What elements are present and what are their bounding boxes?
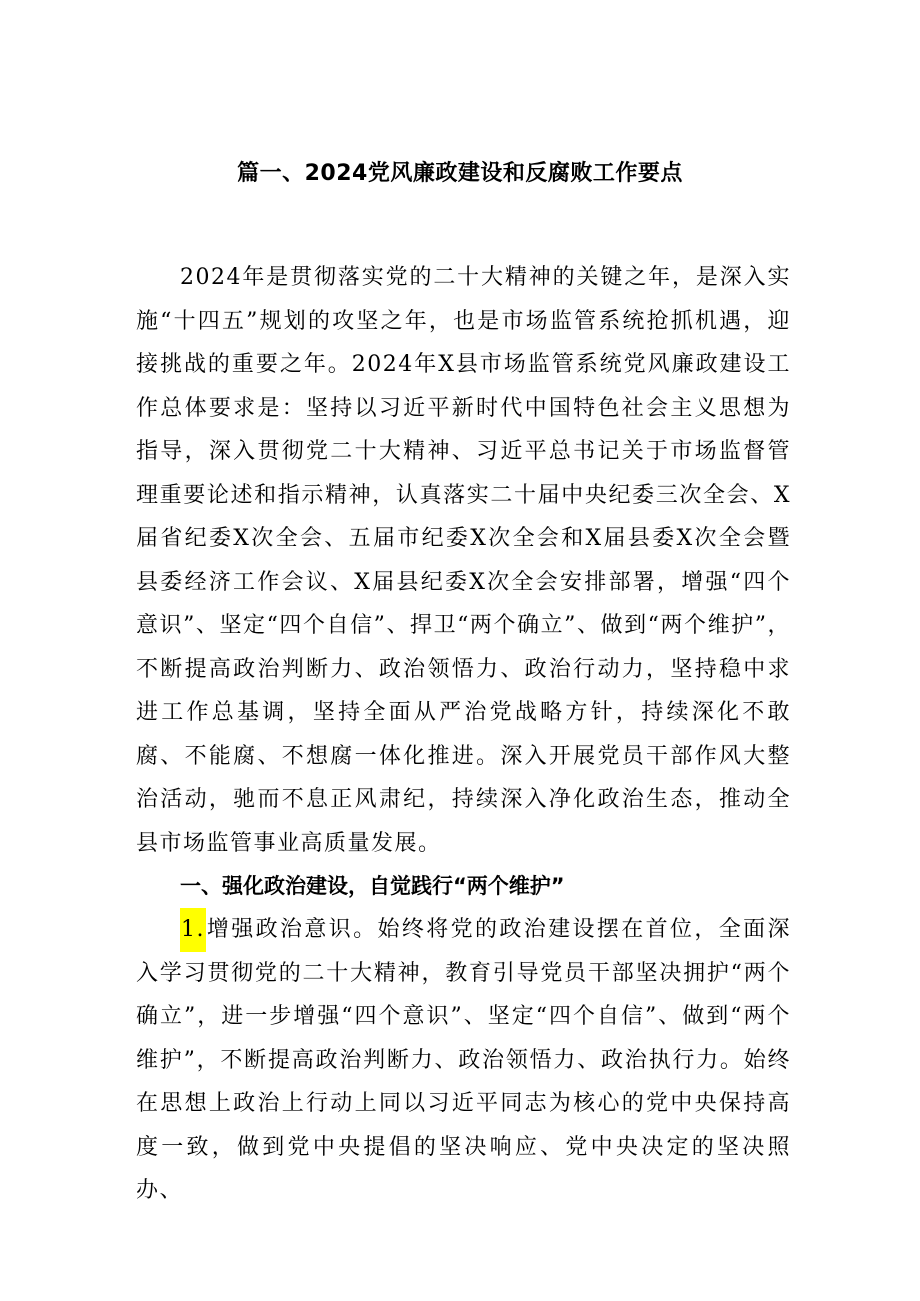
document-title: 篇一、2024党风廉政建设和反腐败工作要点 <box>237 161 683 186</box>
item-paragraph <box>136 908 791 1213</box>
item-text: 增强政治意识。始终将党的政治建设摆在首位，全面深入学习贯彻党的二十大精神，教育引导党员干部坚决拥护“两个确立”，进一步增强“四个意识”、坚定“四个自信”、做到“两个维护”，不断提高政治判断力、政治领悟力、政治执行力。始终在思想上政治上行动上同以习近平同志为核心的党中央保持高度一致，做到党中央提倡的坚决响应、党中央决定的坚决照办、 <box>136 917 791 1203</box>
intro-paragraph: 2024年是贯彻落实党的二十大精神的关键之年，是深入实施“十四五”规划的攻坚之年，也是市场监管系统抢抓机遇，迎接挑战的重要之年。2024年X县市场监管系统党风廉政建设工作总体要求是：坚持以习近平新时代中国特色社会主义思想为指导，深入贯彻党二十大精神、习近平总书记关于市场监督管理重要论述和指示精神，认真落实二十届中央纪委三次全会、X届省纪委X次全会、五届市纪委X次全会和X届县委X次全会暨县委经济工作会议、X届县纪委X次全会安排部署，增强“四个意识”、坚定“四个自信”、捍卫“两个确立”、做到“两个维护”，不断提高政治判断力、政治领悟力、政治行动力，坚持稳中求进工作总基调，坚持全面从严治党战略方针，持续深化不敢腐、不能腐、不想腐一体化推进。深入开展党员干部作风大整治活动，驰而不息正风肃纪，持续深入净化政治生态，推动全县市场监管事业高质量发展。 <box>136 265 791 856</box>
highlighted-item-number: 1. <box>180 908 206 952</box>
section-heading: 一、强化政治建设，自觉践行“两个维护” <box>180 874 565 898</box>
